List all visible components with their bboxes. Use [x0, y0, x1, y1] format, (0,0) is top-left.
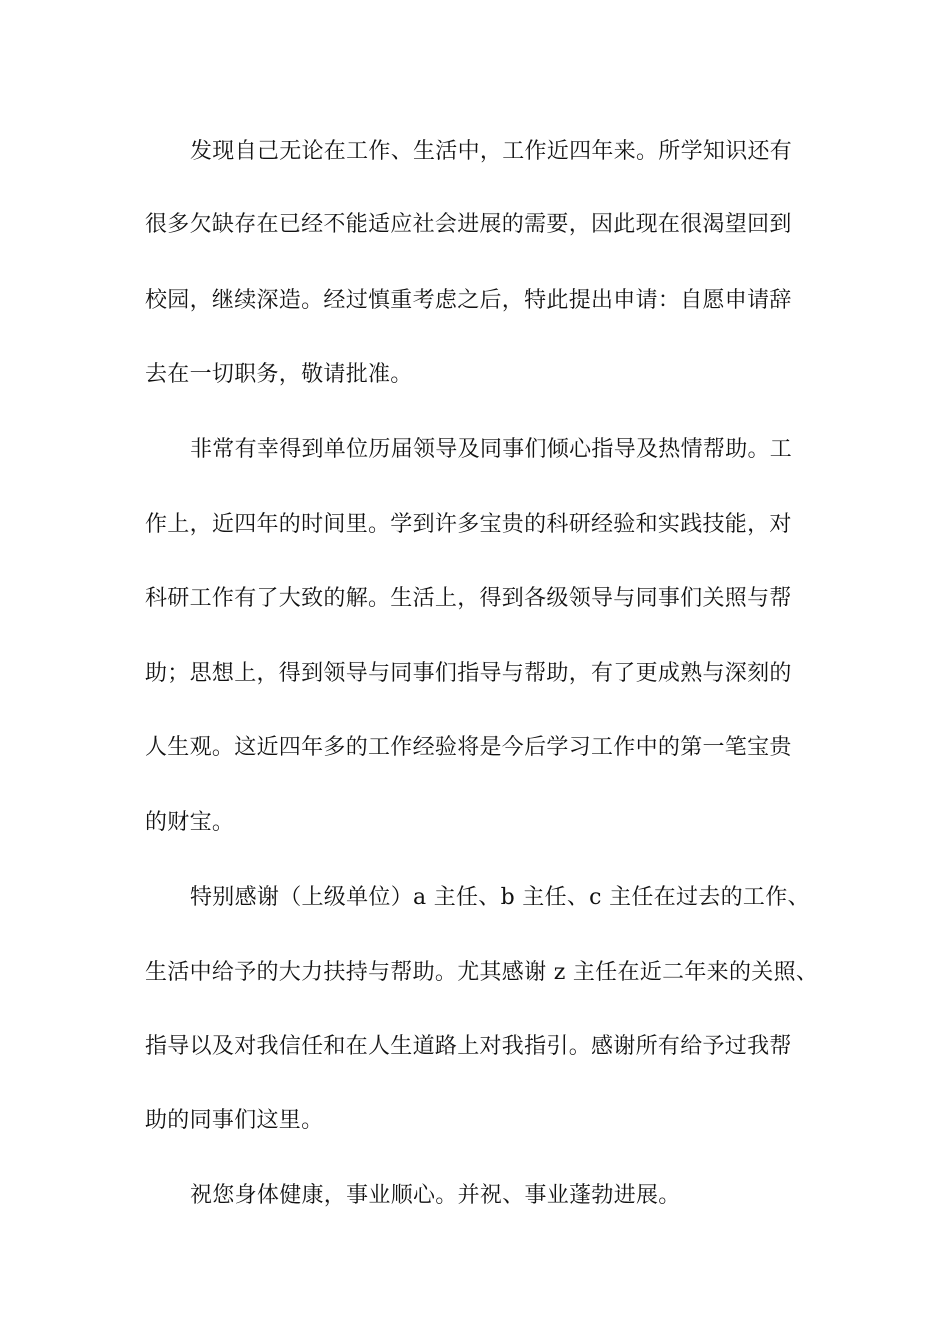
paragraph-3-line-2: 生活中给予的大力扶持与帮助。尤其感谢 z 主任在近二年来的关照、 [145, 960, 819, 985]
closing-wish-line: 祝您身体健康，事业顺心。并祝、事业蓬勃进展。 [190, 1183, 681, 1208]
paragraph-2-line-1: 非常有幸得到单位历届领导及同事们倾心指导及热情帮助。工 [190, 437, 793, 462]
paragraph-2-line-6: 的财宝。 [145, 810, 235, 835]
paragraph-3-line-3: 指导以及对我信任和在人生道路上对我指引。感谢所有给予过我帮 [145, 1034, 792, 1059]
paragraph-1-line-3: 校园，继续深造。经过慎重考虑之后，特此提出申请：自愿申请辞 [145, 288, 792, 313]
paragraph-3-line-1: 特别感谢（上级单位）a 主任、b 主任、c 主任在过去的工作、 [190, 885, 810, 910]
paragraph-2-line-4: 助；思想上，得到领导与同事们指导与帮助，有了更成熟与深刻的 [145, 661, 792, 686]
paragraph-2-line-5: 人生观。这近四年多的工作经验将是今后学习工作中的第一笔宝贵 [145, 735, 792, 760]
paragraph-1-line-4: 去在一切职务，敬请批准。 [145, 362, 413, 387]
paragraph-1-line-2: 很多欠缺存在已经不能适应社会进展的需要，因此现在很渴望回到 [145, 212, 792, 237]
paragraph-1-line-1: 发现自己无论在工作、生活中，工作近四年来。所学知识还有 [190, 139, 793, 164]
paragraph-2-line-3: 科研工作有了大致的解。生活上，得到各级领导与同事们关照与帮 [145, 586, 792, 611]
paragraph-2-line-2: 作上，近四年的时间里。学到许多宝贵的科研经验和实践技能，对 [145, 512, 792, 537]
paragraph-3-line-4: 助的同事们这里。 [145, 1108, 324, 1133]
